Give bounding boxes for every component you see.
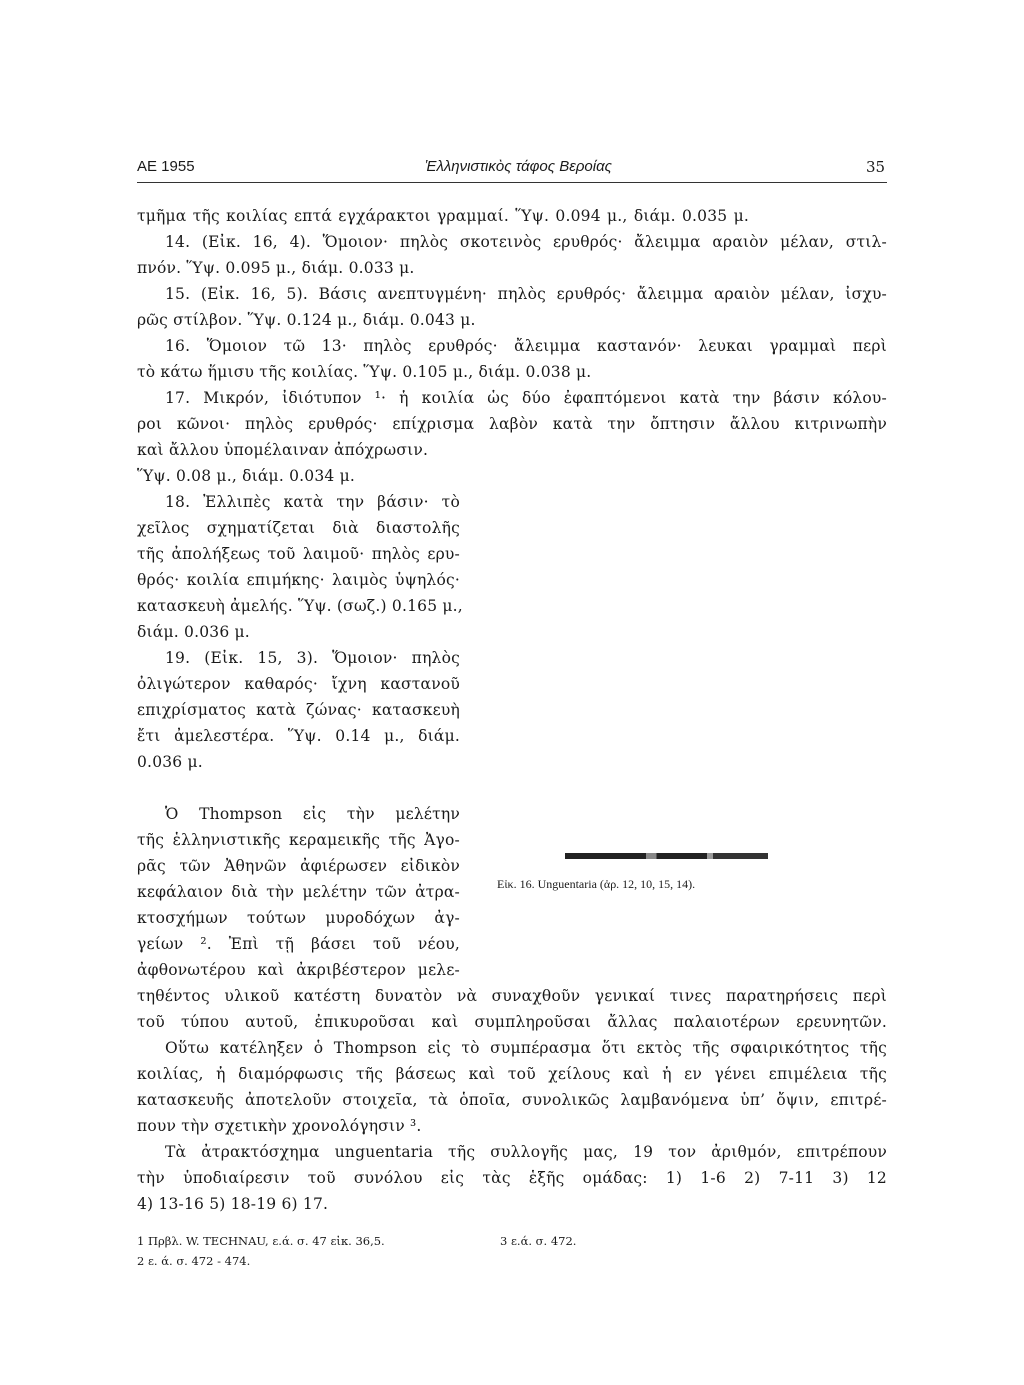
text-line: τηθέντος υλικοῦ κατέστη δυνατὸν νὰ συναχθοῦν γενικαί τινες παρατηρήσεις περὶ <box>137 987 887 1005</box>
text-line: 18. Ἐλλιπὲς κατὰ την βάσιν· τὸ <box>165 493 460 511</box>
text-line: επιχρίσματος κατὰ ζώνας· κατασκευὴ <box>137 701 460 719</box>
text-line: κατασκευὴ ἀμελής. Ὕψ. (σωζ.) 0.165 μ., <box>137 597 463 615</box>
text-line: 4) 13-16 5) 18-19 6) 17. <box>137 1195 329 1213</box>
text-line: διάμ. 0.036 μ. <box>137 623 250 641</box>
figure-caption: Εἰκ. 16. Unguentaria (ἀρ. 12, 10, 15, 14). <box>497 877 696 891</box>
text-line: 14. (Εἰκ. 16, 4). Ὅμοιον· πηλὸς σκοτεινὸς ερυθρός· ἄλειμμα αραιὸν μέλαν, στιλ- <box>165 233 887 251</box>
text-line: χεῖλος σχηματίζεται διὰ διαστολῆς <box>137 519 460 537</box>
page-number: 35 <box>866 158 886 176</box>
text-line: 17. Μικρόν, ἰδιότυπον ¹· ἡ κοιλία ὡς δύο ἐφαπτόμενοι κατὰ την βάσιν κόλου- <box>165 389 887 407</box>
text-line: ἀφθονωτέρου καὶ ἀκριβέστερον μελε- <box>137 961 460 979</box>
text-line: 15. (Εἰκ. 16, 5). Βάσις ανεπτυγμένη· πηλὸς ερυθρός· ἄλειμμα αραιὸν μέλαν, ἰσχυ- <box>165 285 887 303</box>
figure-image <box>565 853 768 859</box>
text-line: ρᾶς τῶν Ἀθηνῶν ἀφιέρωσεν εἰδικὸν <box>137 857 460 875</box>
text-line: ἔτι ἀμελεστέρα. Ὕψ. 0.14 μ., διάμ. <box>137 727 460 745</box>
text-line: γείων ². Ἐπὶ τῇ βάσει τοῦ νέου, <box>137 935 460 953</box>
text-line: πνόν. Ὕψ. 0.095 μ., διάμ. 0.033 μ. <box>137 259 415 277</box>
text-line: ὀλιγώτερον καθαρός· ἴχνη καστανοῦ <box>137 675 460 693</box>
text-line: τῆς ἀπολήξεως τοῦ λαιμοῦ· πηλὸς ερυ- <box>137 545 460 563</box>
text-line: Ὁ Thompson εἰς τὴν μελέτην <box>165 805 460 823</box>
text-line: 0.036 μ. <box>137 753 203 771</box>
running-header-journal: ΑΕ 1955 <box>137 158 195 175</box>
text-line: κτοσχήμων τούτων μυροδόχων ἀγ- <box>137 909 460 927</box>
running-header-title: Ἑλληνιστικὸς τάφος Βεροίας <box>425 158 612 175</box>
text-line: τῆς ἑλληνιστικῆς κεραμεικῆς τῆς Ἀγο- <box>137 831 460 849</box>
text-line: 19. (Εἰκ. 15, 3). Ὅμοιον· πηλὸς <box>165 649 460 667</box>
text-line: κατασκευῆς ἀποτελοῦν στοιχεῖα, τὰ ὁποῖα, συνολικῶς λαμβανόμενα ὑπ’ ὄψιν, επιτρέ- <box>137 1091 887 1109</box>
text-line: ροι κῶνοι· πηλὸς ερυθρός· επίχρισμα λαβὸν κατὰ την ὄπτησιν ἄλλου κιτρινωπὴν <box>137 415 887 433</box>
text-line: καὶ ἄλλου ὑπομέλαιναν ἀπόχρωσιν. <box>137 441 429 459</box>
text-line: θρός· κοιλία επιμήκης· λαιμὸς ὑψηλός· <box>137 571 460 589</box>
footnote: 1 Πρβλ. W. TECHNAU, ε.ά. σ. 47 εἰκ. 36,5. <box>137 1234 385 1248</box>
text-line: τὴν ὑποδιαίρεσιν τοῦ συνόλου εἰς τὰς ἑξῆς ομάδας: 1) 1-6 2) 7-11 3) 12 <box>137 1169 887 1187</box>
text-line: κεφάλαιον διὰ τὴν μελέτην τῶν ἀτρα- <box>137 883 460 901</box>
text-line: 16. Ὅμοιον τῶ 13· πηλὸς ερυθρός· ἄλειμμα καστανόν· λευκαι γραμμαὶ περὶ <box>165 337 887 355</box>
text-line: Τὰ ἀτρακτόσχημα unguentaria τῆς συλλογῆς μας, 19 τον ἀριθμόν, επιτρέπουν <box>165 1143 887 1161</box>
text-line: τοῦ τύπου αυτοῦ, ἐπικυροῦσαι καὶ συμπληροῦσαι ἄλλας παλαιοτέρων ερευνητῶν. <box>137 1013 887 1031</box>
text-line: κοιλίας, ἡ διαμόρφωσις τῆς βάσεως καὶ τοῦ χείλους καὶ ἡ εν γένει επιμέλεια τῆς <box>137 1065 887 1083</box>
footnote: 2 ε. ά. σ. 472 - 474. <box>137 1254 251 1268</box>
text-line: τὸ κάτω ἥμισυ τῆς κοιλίας. Ὕψ. 0.105 μ., διάμ. 0.038 μ. <box>137 363 592 381</box>
text-line: πουν τὴν σχετικὴν χρονολόγησιν ³. <box>137 1117 422 1135</box>
footnote: 3 ε.ά. σ. 472. <box>500 1234 577 1248</box>
header-rule <box>137 182 887 183</box>
text-line: τμῆμα τῆς κοιλίας επτά εγχάρακτοι γραμμαί. Ὕψ. 0.094 μ., διάμ. 0.035 μ. <box>137 207 749 225</box>
text-line: Οὕτω κατέληξεν ὁ Thompson εἰς τὸ συμπέρασμα ὅτι εκτὸς τῆς σφαιρικότητος τῆς <box>165 1039 887 1057</box>
text-line: ρῶς στίλβον. Ὕψ. 0.124 μ., διάμ. 0.043 μ. <box>137 311 476 329</box>
text-line: Ὕψ. 0.08 μ., διάμ. 0.034 μ. <box>137 467 355 485</box>
